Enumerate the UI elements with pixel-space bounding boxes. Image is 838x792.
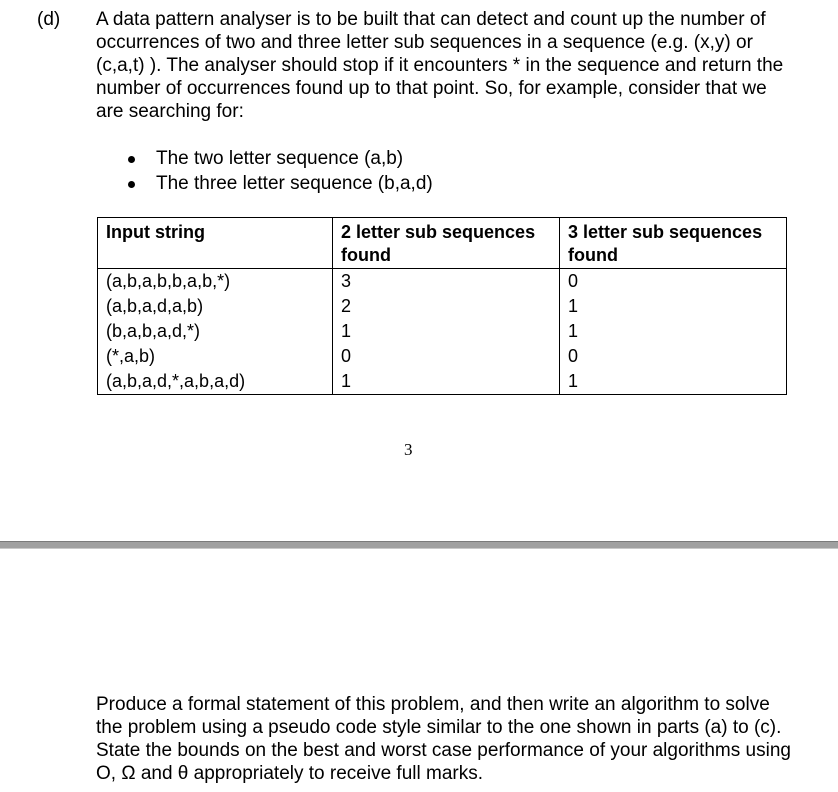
cell-two-letter-count: 1 (333, 319, 560, 344)
closing-instructions: Produce a formal statement of this problem, and then write an algorithm to solve the problem using a pseudo code style similar to the one shown in parts (a) to (c). State the bounds on the best and worst case performance of your algorithms using O, Ω and θ appropriately to receive full marks. (96, 694, 791, 784)
table-header-row (98, 218, 787, 269)
cell-input-string: (b,a,b,a,d,*) (98, 319, 333, 344)
bullet-item (128, 146, 433, 171)
bullet-text: The two letter sequence (a,b) (156, 148, 404, 169)
part-label: (d) (37, 9, 61, 30)
bullet-dot-icon (128, 156, 135, 163)
results-table (97, 217, 787, 395)
cell-input-string: (a,b,a,d,*,a,b,a,d) (98, 369, 333, 395)
cell-two-letter-count: 0 (333, 344, 560, 369)
table-row (98, 344, 787, 369)
header-two-letter: 2 letter sub sequences found (333, 218, 560, 269)
table-row (98, 319, 787, 344)
question-intro: A data pattern analyser is to be built that can detect and count up the number of occurrences of two and three letter sub sequences in a sequence (e.g. (x,y) or (c,a,t) ). The analyser should stop if it encounters * in the sequence and return the number of occurrences found up to that point. So, for example, consider that we are searching for: (96, 9, 784, 122)
page-number: 3 (404, 440, 413, 459)
cell-three-letter-count: 1 (560, 294, 787, 319)
header-three-letter: 3 letter sub sequences found (560, 218, 787, 269)
page-divider (0, 541, 838, 549)
cell-three-letter-count: 0 (560, 269, 787, 295)
cell-input-string: (a,b,a,b,b,a,b,*) (98, 269, 333, 295)
cell-three-letter-count: 1 (560, 369, 787, 395)
cell-two-letter-count: 1 (333, 369, 560, 395)
cell-three-letter-count: 1 (560, 319, 787, 344)
table-row (98, 294, 787, 319)
bullet-item (128, 171, 433, 196)
header-input-string: Input string (98, 218, 333, 269)
cell-two-letter-count: 2 (333, 294, 560, 319)
table-row (98, 269, 787, 295)
search-sequence-list (128, 146, 433, 196)
cell-input-string: (*,a,b) (98, 344, 333, 369)
cell-input-string: (a,b,a,d,a,b) (98, 294, 333, 319)
cell-two-letter-count: 3 (333, 269, 560, 295)
table-row (98, 369, 787, 395)
cell-three-letter-count: 0 (560, 344, 787, 369)
bullet-dot-icon (128, 181, 135, 188)
bullet-text: The three letter sequence (b,a,d) (156, 173, 433, 194)
